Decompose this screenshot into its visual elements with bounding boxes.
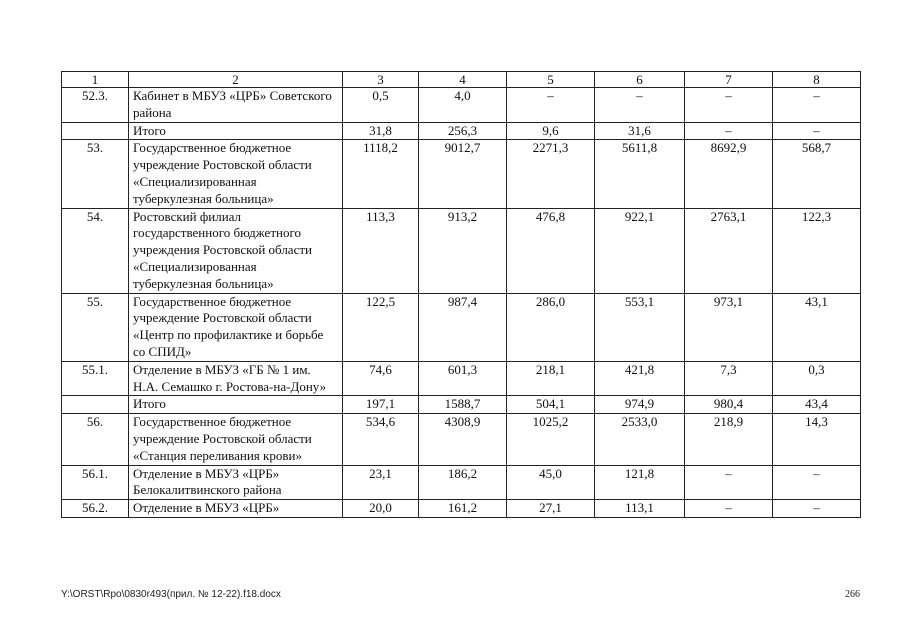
value-cell-col-4: 161,2 [419, 500, 507, 518]
value-cell-col-6: 113,1 [595, 500, 685, 518]
value-cell-col-5: 476,8 [507, 208, 595, 293]
value-cell-col-7: 218,9 [685, 414, 773, 465]
value-cell-col-3: 0,5 [343, 88, 419, 123]
value-cell-col-6: 922,1 [595, 208, 685, 293]
table-row [62, 293, 861, 361]
value-cell-col-6: 121,8 [595, 465, 685, 500]
table-row [62, 465, 861, 500]
value-cell-col-7: – [685, 88, 773, 123]
value-cell-col-4: 4,0 [419, 88, 507, 123]
row-number: 52.3. [62, 88, 129, 123]
value-cell-col-5: 1025,2 [507, 414, 595, 465]
value-cell-col-8: 43,1 [773, 293, 861, 361]
value-cell-col-6: 974,9 [595, 396, 685, 414]
value-cell-col-3: 534,6 [343, 414, 419, 465]
value-cell-col-3: 113,3 [343, 208, 419, 293]
value-cell-col-8: 14,3 [773, 414, 861, 465]
table-row [62, 122, 861, 140]
table-row [62, 414, 861, 465]
value-cell-col-4: 186,2 [419, 465, 507, 500]
value-cell-col-8: 568,7 [773, 140, 861, 208]
value-cell-col-4: 1588,7 [419, 396, 507, 414]
value-cell-col-4: 4308,9 [419, 414, 507, 465]
value-cell-col-7: 2763,1 [685, 208, 773, 293]
row-number: 55. [62, 293, 129, 361]
data-table [61, 71, 861, 518]
value-cell-col-5: 504,1 [507, 396, 595, 414]
row-name: Кабинет в МБУЗ «ЦРБ» Советского района [129, 88, 343, 123]
value-cell-col-4: 913,2 [419, 208, 507, 293]
row-name: Итого [129, 122, 343, 140]
value-cell-col-8: – [773, 122, 861, 140]
value-cell-col-3: 122,5 [343, 293, 419, 361]
value-cell-col-6: 421,8 [595, 361, 685, 396]
value-cell-col-7: – [685, 465, 773, 500]
value-cell-col-7: 8692,9 [685, 140, 773, 208]
col-header-4: 4 [419, 72, 507, 88]
row-name: Государственное бюджетное учреждение Ростовской области «Станция переливания крови» [129, 414, 343, 465]
row-number: 53. [62, 140, 129, 208]
table-row [62, 208, 861, 293]
value-cell-col-8: – [773, 88, 861, 123]
table-row [62, 88, 861, 123]
value-cell-col-8: 122,3 [773, 208, 861, 293]
value-cell-col-3: 31,8 [343, 122, 419, 140]
value-cell-col-5: 27,1 [507, 500, 595, 518]
row-name: Государственное бюджетное учреждение Ростовской области «Центр по профилактике и борьбе со СПИД» [129, 293, 343, 361]
value-cell-col-3: 197,1 [343, 396, 419, 414]
page-number: 266 [845, 589, 860, 600]
row-number: 55.1. [62, 361, 129, 396]
value-cell-col-6: – [595, 88, 685, 123]
value-cell-col-4: 601,3 [419, 361, 507, 396]
header-row [62, 72, 861, 88]
row-name: Итого [129, 396, 343, 414]
value-cell-col-7: 973,1 [685, 293, 773, 361]
value-cell-col-5: 45,0 [507, 465, 595, 500]
row-number: 56.2. [62, 500, 129, 518]
row-number: 56.1. [62, 465, 129, 500]
footer-file-path: Y:\ORST\Rpo\0830r493(прил. № 12-22).f18.docx [61, 589, 281, 600]
value-cell-col-3: 74,6 [343, 361, 419, 396]
value-cell-col-3: 23,1 [343, 465, 419, 500]
row-number: 54. [62, 208, 129, 293]
col-header-3: 3 [343, 72, 419, 88]
value-cell-col-8: – [773, 465, 861, 500]
value-cell-col-3: 20,0 [343, 500, 419, 518]
value-cell-col-8: 43,4 [773, 396, 861, 414]
value-cell-col-8: 0,3 [773, 361, 861, 396]
value-cell-col-6: 5611,8 [595, 140, 685, 208]
value-cell-col-4: 9012,7 [419, 140, 507, 208]
row-name: Отделение в МБУЗ «ГБ № 1 им. Н.А. Семашко г. Ростова-на-Дону» [129, 361, 343, 396]
row-number [62, 396, 129, 414]
value-cell-col-5: 9,6 [507, 122, 595, 140]
value-cell-col-5: – [507, 88, 595, 123]
col-header-2: 2 [129, 72, 343, 88]
value-cell-col-5: 286,0 [507, 293, 595, 361]
value-cell-col-4: 256,3 [419, 122, 507, 140]
row-name: Государственное бюджетное учреждение Ростовской области «Специализированная туберкулезная больница» [129, 140, 343, 208]
value-cell-col-7: – [685, 122, 773, 140]
value-cell-col-5: 2271,3 [507, 140, 595, 208]
row-name: Ростовский филиал государственного бюджетного учреждения Ростовской области «Специализированная туберкулезная больница» [129, 208, 343, 293]
col-header-8: 8 [773, 72, 861, 88]
value-cell-col-7: 7,3 [685, 361, 773, 396]
value-cell-col-6: 31,6 [595, 122, 685, 140]
row-number: 56. [62, 414, 129, 465]
col-header-6: 6 [595, 72, 685, 88]
value-cell-col-3: 1118,2 [343, 140, 419, 208]
table-row [62, 361, 861, 396]
row-name: Отделение в МБУЗ «ЦРБ» [129, 500, 343, 518]
row-name: Отделение в МБУЗ «ЦРБ» Белокалитвинского района [129, 465, 343, 500]
col-header-1: 1 [62, 72, 129, 88]
value-cell-col-4: 987,4 [419, 293, 507, 361]
row-number [62, 122, 129, 140]
value-cell-col-5: 218,1 [507, 361, 595, 396]
value-cell-col-7: 980,4 [685, 396, 773, 414]
value-cell-col-8: – [773, 500, 861, 518]
table-row [62, 396, 861, 414]
value-cell-col-6: 2533,0 [595, 414, 685, 465]
col-header-5: 5 [507, 72, 595, 88]
col-header-7: 7 [685, 72, 773, 88]
value-cell-col-6: 553,1 [595, 293, 685, 361]
table-row [62, 500, 861, 518]
value-cell-col-7: – [685, 500, 773, 518]
table-row [62, 140, 861, 208]
